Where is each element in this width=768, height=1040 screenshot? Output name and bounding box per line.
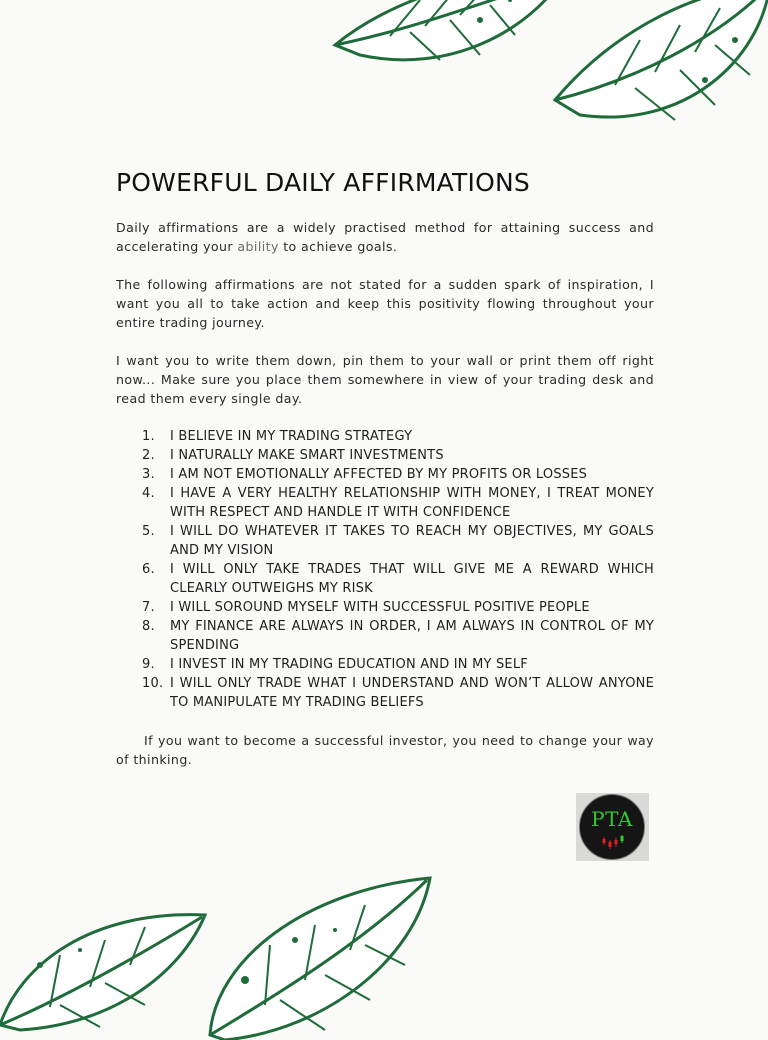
leaf-illustration-top-left [330,0,570,90]
highlighted-word: ability [237,239,279,254]
item-text: I INVEST IN MY TRADING EDUCATION AND IN MY SELF [170,657,528,672]
intro-paragraph-3: I want you to write them down, pin them to your wall or print them off right now... Make sure you place them somewhere in view of your trading desk and read them every single day. [116,353,654,406]
closing-paragraph: If you want to become a successful investor, you need to change your way of thinking. [116,733,654,767]
list-item [116,522,654,560]
item-number: 6. [142,562,155,577]
item-text: I WILL DO WHATEVER IT TAKES TO REACH MY OBJECTIVES, MY GOALS AND MY VISION [170,524,654,558]
item-text: I WILL ONLY TAKE TRADES THAT WILL GIVE ME A REWARD WHICH CLEARLY OUTWEIGHS MY RISK [170,562,654,596]
intro-text-end: to achieve goals. [278,239,398,254]
list-item [116,674,654,712]
item-text: I AM NOT EMOTIONALLY AFFECTED BY MY PROFITS OR LOSSES [170,467,588,482]
item-number: 7. [142,600,155,615]
document-body [116,166,654,769]
intro-paragraph-2: The following affirmations are not stated for a sudden spark of inspiration, I want you all to take action and keep this positivity flowing throughout your entire trading journey. [116,277,654,330]
list-item [116,446,654,465]
list-item [116,427,654,446]
item-text: I HAVE A VERY HEALTHY RELATIONSHIP WITH MONEY, I TREAT MONEY WITH RESPECT AND HANDLE IT WITH CONFIDENCE [170,486,654,520]
item-number: 3. [142,467,155,482]
item-number: 2. [142,448,155,463]
affirmations-list [116,427,654,712]
item-number: 4. [142,486,155,501]
logo-text: PTA [591,807,633,831]
item-text: I NATURALLY MAKE SMART INVESTMENTS [170,448,444,463]
page-title: POWERFUL DAILY AFFIRMATIONS [116,168,530,197]
item-number: 9. [142,657,155,672]
logo-badge [579,794,645,860]
intro-text: Daily affirmations are a widely practised method for attaining success and accelerating your [116,220,654,254]
item-number: 5. [142,524,155,539]
list-item [116,655,654,674]
list-item [116,598,654,617]
item-number: 1. [142,429,155,444]
candlestick-icon [598,833,628,851]
list-item [116,465,654,484]
item-text: MY FINANCE ARE ALWAYS IN ORDER, I AM ALWAYS IN CONTROL OF MY SPENDING [170,619,654,653]
leaf-illustration-bottom-center [185,870,435,1040]
item-number: 8. [142,619,155,634]
item-text: I WILL ONLY TRADE WHAT I UNDERSTAND AND WON’T ALLOW ANYONE TO MANIPULATE MY TRADING BELIEFS [170,676,654,710]
leaf-illustration-top-right [545,0,768,140]
item-text: I BELIEVE IN MY TRADING STRATEGY [170,429,413,444]
leaf-illustration-bottom-left [0,895,210,1035]
list-item [116,617,654,655]
item-text: I WILL SOROUND MYSELF WITH SUCCESSFUL POSITIVE PEOPLE [170,600,590,615]
intro-paragraph-1 [116,218,654,256]
list-item [116,484,654,522]
pta-logo [576,793,649,861]
item-number: 10. [142,676,164,691]
list-item [116,560,654,598]
